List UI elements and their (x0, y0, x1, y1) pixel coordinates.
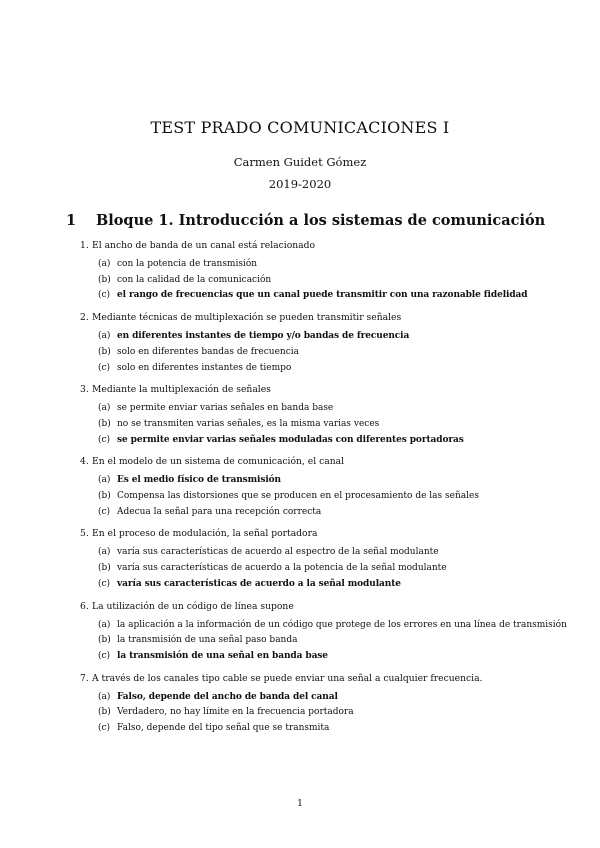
option-text: varía sus características de acuerdo al espectro de la señal modulante (117, 547, 439, 558)
option-label: (c) (98, 723, 111, 734)
option-label: (a) (98, 547, 111, 558)
option-text: la transmisión de una señal paso banda (117, 635, 298, 646)
option-text: la aplicación a la información de un código que protege de los errores en una línea de transmisión (117, 619, 567, 630)
option-label: (a) (98, 691, 111, 702)
question-number: 7. (80, 672, 89, 684)
question-item (80, 238, 580, 304)
answer-option (98, 273, 580, 289)
question-item (80, 671, 580, 737)
answer-option-correct (98, 690, 580, 706)
question-number: 5. (80, 528, 89, 540)
option-text: Adecua la señal para una recepción correcta (117, 506, 322, 517)
option-label: (a) (98, 403, 111, 414)
question-number: 3. (80, 384, 89, 396)
question-number: 2. (80, 312, 89, 324)
option-text: varía sus características de acuerdo a la señal modulante (117, 578, 401, 589)
option-label: (c) (98, 290, 111, 301)
option-label: (b) (98, 491, 111, 502)
section-heading (66, 212, 545, 229)
answer-option (98, 361, 580, 377)
option-text: con la calidad de la comunicación (117, 274, 272, 285)
option-label: (c) (98, 362, 111, 373)
option-label: (a) (98, 259, 111, 269)
option-label: (a) (98, 331, 111, 342)
answer-option (98, 633, 580, 649)
option-label: (c) (98, 578, 111, 589)
option-text: no se transmiten varias señales, es la misma varias veces (117, 418, 380, 429)
question-text-line (80, 599, 580, 614)
answer-option (98, 721, 580, 737)
answer-option-correct (98, 577, 580, 593)
option-label: (a) (98, 475, 111, 486)
option-text: solo en diferentes bandas de frecuencia (117, 346, 300, 357)
option-label: (c) (98, 434, 111, 445)
question-text: Mediante la multiplexación de señales (92, 384, 271, 396)
answer-options (98, 329, 580, 376)
option-text: Es el medio físico de transmisión (117, 475, 281, 486)
question-text: Mediante técnicas de multiplexación se pueden transmitir señales (92, 312, 402, 324)
option-text: solo en diferentes instantes de tiempo (117, 362, 292, 373)
answer-option (98, 489, 580, 505)
answer-option (98, 545, 580, 561)
question-text-line (80, 526, 580, 541)
answer-option (98, 618, 580, 634)
question-text: A través de los canales tipo cable se puede enviar una señal a cualquier frecuencia. (92, 672, 483, 684)
option-label: (b) (98, 274, 111, 285)
question-text: En el proceso de modulación, la señal portadora (92, 528, 318, 540)
option-text: el rango de frecuencias que un canal puede transmitir con una razonable fidelidad (117, 290, 528, 301)
option-text: se permite enviar varias señales moduladas con diferentes portadoras (117, 434, 464, 445)
answer-option-correct (98, 288, 580, 304)
section-number: 1 (66, 212, 77, 229)
answer-option-correct (98, 433, 580, 449)
answer-options (98, 257, 580, 304)
document-year: 2019-2020 (268, 177, 332, 191)
option-text: la transmisión de una señal en banda base (117, 650, 328, 661)
question-text-line (80, 310, 580, 325)
answer-options (98, 690, 580, 737)
answer-option (98, 705, 580, 721)
option-text: varía sus características de acuerdo a la potencia de la señal modulante (117, 563, 447, 574)
answer-option (98, 401, 580, 417)
question-text: En el modelo de un sistema de comunicación, el canal (92, 456, 345, 468)
answer-options (98, 473, 580, 520)
question-text: La utilización de un código de línea supone (92, 600, 294, 612)
option-label: (c) (98, 506, 111, 517)
answer-option-correct (98, 473, 580, 489)
option-label: (b) (98, 707, 111, 718)
option-label: (b) (98, 563, 111, 574)
option-text: en diferentes instantes de tiempo y/o bandas de frecuencia (117, 331, 410, 342)
question-text-line (80, 454, 580, 469)
document-title: TEST PRADO COMUNICACIONES I (150, 118, 450, 137)
answer-option-correct (98, 329, 580, 345)
option-text: Compensa las distorsiones que se producen en el procesamiento de las señales (117, 491, 479, 502)
question-text: El ancho de banda de un canal está relacionado (92, 240, 316, 251)
answer-option-correct (98, 649, 580, 665)
question-item (80, 599, 580, 665)
answer-option (98, 561, 580, 577)
answer-options (98, 545, 580, 592)
question-item (80, 310, 580, 376)
page-number: 1 (296, 798, 304, 809)
document-author: Carmen Guidet Gómez (233, 155, 367, 169)
question-text-line (80, 382, 580, 397)
question-list (0, 238, 600, 737)
question-item (80, 454, 580, 520)
option-label: (c) (98, 650, 111, 661)
answer-options (98, 401, 580, 448)
answer-option (98, 345, 580, 361)
answer-option (98, 417, 580, 433)
option-label: (b) (98, 418, 111, 429)
question-item (80, 382, 580, 448)
option-label: (b) (98, 635, 111, 646)
question-text-line (80, 671, 580, 686)
question-number: 6. (80, 600, 89, 612)
option-text: con la potencia de transmisión (117, 259, 258, 269)
question-item (80, 526, 580, 592)
answer-option (98, 257, 580, 273)
option-text: Verdadero, no hay límite en la frecuencia portadora (117, 707, 354, 718)
option-text: Falso, depende del tipo señal que se transmita (117, 723, 330, 734)
option-text: se permite enviar varias señales en banda base (117, 403, 334, 414)
question-text-line (80, 238, 580, 253)
option-label: (a) (98, 619, 111, 630)
option-label: (b) (98, 346, 111, 357)
question-number: 1. (80, 240, 89, 251)
answer-options (98, 618, 580, 665)
option-text: Falso, depende del ancho de banda del canal (117, 691, 338, 702)
answer-option (98, 505, 580, 521)
section-title: Bloque 1. Introducción a los sistemas de comunicación (96, 212, 546, 229)
question-number: 4. (80, 456, 89, 468)
